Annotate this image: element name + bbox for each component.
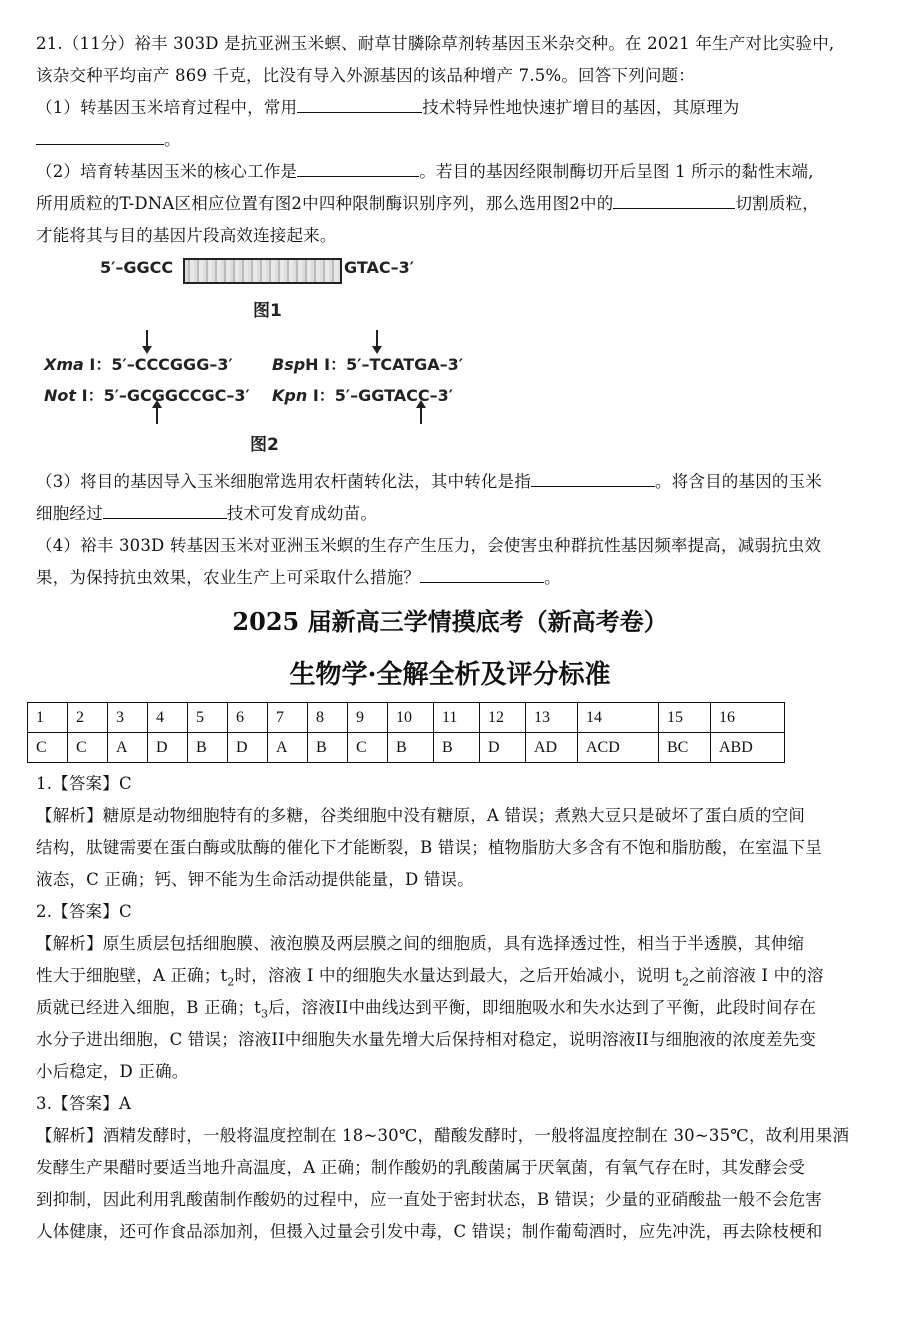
q4-end: 。	[544, 568, 561, 587]
table-cell-number: 7	[268, 703, 308, 733]
fig1-left-end: 5′–GGCC	[100, 258, 174, 277]
table-cell-number: 16	[711, 703, 785, 733]
q2-text-a: （2）培育转基因玉米的核心工作是	[36, 162, 298, 181]
answer-blank[interactable]	[297, 94, 422, 113]
q21-part3-line1	[36, 466, 872, 498]
answer-blank[interactable]	[297, 158, 419, 177]
q21-part1-line1	[36, 92, 872, 124]
q3-line2-b: 技术可发育成幼苗。	[226, 504, 378, 523]
answer-blank[interactable]	[103, 500, 227, 519]
q21-part4-line1: （4）裕丰 303D 转基因玉米对亚洲玉米螟的生存产生压力，会使害虫种群抗性基因频率提高，减弱抗虫效	[36, 536, 822, 555]
answer-1-heading: 1.【答案】C	[36, 774, 132, 793]
q1-end: 。	[164, 130, 181, 149]
text-fragment: 性大于细胞壁，A 正确；t	[36, 966, 228, 985]
answer-3-text: 到抑制，因此利用乳酸菌制作酸奶的过程中，应一直处于密封状态，B 错误；少量的亚硝酸盐一般不会危害	[36, 1190, 822, 1209]
enzyme-suffix: H	[305, 355, 319, 374]
q21-part4-line2	[36, 562, 872, 594]
enzyme-seq: ：5′–TCATGA–3′	[330, 355, 464, 374]
subscript: 2	[227, 975, 235, 989]
q1-text-b: 技术特异性地快速扩增目的基因，其原理为	[422, 98, 740, 117]
fig1-right-end: GTAC–3′	[344, 258, 414, 277]
table-cell-number: 13	[526, 703, 578, 733]
q3-text-b: 。将含目的基因的玉米	[655, 472, 822, 491]
table-cell-number: 14	[578, 703, 659, 733]
q3-text-a: （3）将目的基因导入玉米细胞常选用农杆菌转化法，其中转化是指	[36, 472, 531, 491]
enzyme-seq: ：5′–GCGGCCGC–3′	[87, 386, 250, 405]
table-cell-number: 15	[659, 703, 711, 733]
q21-part1-line2	[36, 124, 872, 156]
q21-stem-line1: 21.（11分）裕丰 303D 是抗亚洲玉米螟、耐草甘膦除草剂转基因玉米杂交种。在 2021 年生产对比实验中,	[36, 34, 835, 53]
table-cell-answer: AD	[526, 733, 578, 763]
table-cell-number: 11	[434, 703, 480, 733]
table-cell-answer: D	[480, 733, 526, 763]
table-cell-number: 2	[68, 703, 108, 733]
answer-blank[interactable]	[613, 190, 735, 209]
q4-line2-a: 果，为保持抗虫效果，农业生产上可采取什么措施？	[36, 568, 421, 587]
enzyme-seq: ：5′–CCCGGG–3′	[95, 355, 233, 374]
enzyme-roman: Ⅰ	[81, 386, 88, 405]
table-cell-answer: BC	[659, 733, 711, 763]
cut-arrow-up	[420, 406, 422, 424]
table-cell-number: 8	[308, 703, 348, 733]
answer-blank[interactable]	[36, 126, 164, 145]
cut-arrow-up	[156, 406, 158, 424]
table-cell-answer: C	[348, 733, 388, 763]
table-cell-answer: D	[228, 733, 268, 763]
answer-3-text: 人体健康，还可作食品添加剂，但摄入过量会引发中毒，C 错误；制作葡萄酒时，应先冲洗，再去除枝梗和	[36, 1222, 823, 1241]
enzyme-roman: Ⅰ	[89, 355, 96, 374]
answer-blank[interactable]	[531, 468, 655, 487]
enzyme-name: Xma	[44, 355, 84, 374]
table-cell-number: 1	[28, 703, 68, 733]
fig1-caption: 图1	[253, 301, 282, 321]
table-row-numbers	[28, 703, 785, 733]
table-cell-answer: ABD	[711, 733, 785, 763]
cut-arrow-down	[146, 330, 148, 348]
answer-3-text: 【解析】酒精发酵时，一般将温度控制在 18~30℃，醋酸发酵时，一般将温度控制在 30~35℃，故利用果酒	[36, 1126, 850, 1145]
page-subtitle: 生物学·全解全析及评分标准	[289, 660, 611, 690]
answer-table	[27, 702, 785, 763]
q3-line2-a: 细胞经过	[36, 504, 103, 523]
table-cell-answer: B	[434, 733, 480, 763]
answer-3-text: 发酵生产果醋时要适当地升高温度，A 正确；制作酸奶的乳酸菌属于厌氧菌，有氧气存在时，其发酵会受	[36, 1158, 806, 1177]
table-cell-number: 9	[348, 703, 388, 733]
enzyme-name: Kpn	[272, 386, 308, 405]
text-fragment: 质就已经进入细胞，B 正确；t	[36, 998, 262, 1017]
answer-2-text: 【解析】原生质层包括细胞膜、液泡膜及两层膜之间的细胞质，具有选择透过性，相当于半透膜，其伸缩	[36, 934, 805, 953]
q2-line2-a: 所用质粒的T-DNA区相应位置有图2中四种限制酶识别序列，那么选用图2中的	[36, 194, 614, 213]
q21-part2-line1	[36, 156, 872, 188]
enzyme-roman: Ⅰ	[312, 386, 319, 405]
enzyme-seq: ：5′–GGTACC–3′	[318, 386, 454, 405]
q2-text-b: 。若目的基因经限制酶切开后呈图 1 所示的黏性末端,	[419, 162, 814, 181]
table-cell-number: 10	[388, 703, 434, 733]
answer-2-text: 小后稳定，D 正确。	[36, 1062, 189, 1081]
q21-part3-line2	[36, 498, 872, 530]
table-cell-number: 12	[480, 703, 526, 733]
subscript: 3	[261, 1007, 269, 1021]
table-cell-answer: B	[188, 733, 228, 763]
table-row-answers	[28, 733, 785, 763]
page-title: 2025 届新高三学情摸底考（新高考卷）	[232, 607, 668, 636]
enzyme-xma	[44, 352, 233, 375]
enzyme-name: Bsp	[272, 355, 306, 374]
text-fragment: 后，溶液II中曲线达到平衡，即细胞吸水和失水达到了平衡，此段时间存在	[268, 998, 817, 1017]
answer-1-text: 【解析】糖原是动物细胞特有的多糖，谷类细胞中没有糖原，A 错误；煮熟大豆只是破坏了蛋白质的空间	[36, 806, 806, 825]
table-cell-number: 6	[228, 703, 268, 733]
table-cell-answer: C	[68, 733, 108, 763]
q1-text-a: （1）转基因玉米培育过程中，常用	[36, 98, 298, 117]
q21-part2-line3: 才能将其与目的基因片段高效连接起来。	[36, 226, 337, 245]
table-cell-number: 5	[188, 703, 228, 733]
enzyme-name: Not	[44, 386, 77, 405]
target-gene-box	[183, 258, 342, 284]
table-cell-answer: D	[148, 733, 188, 763]
table-cell-number: 4	[148, 703, 188, 733]
table-cell-answer: B	[308, 733, 348, 763]
enzyme-roman: Ⅰ	[324, 355, 331, 374]
table-cell-number: 3	[108, 703, 148, 733]
text-fragment: 时，溶液 I 中的细胞失水量达到最大，之后开始减小，说明 t	[234, 966, 682, 985]
answer-1-text: 结构，肽键需要在蛋白酶或肽酶的催化下才能断裂，B 错误；植物脂肪大多含有不饱和脂肪酸，在室温下呈	[36, 838, 822, 857]
table-cell-answer: ACD	[578, 733, 659, 763]
q21-stem-line2: 该杂交种平均亩产 869 千克，比没有导入外源基因的该品种增产 7.5%。回答下列问题：	[36, 66, 695, 85]
fig2-caption: 图2	[250, 435, 279, 455]
answer-2-heading: 2.【答案】C	[36, 902, 132, 921]
answer-2-text: 水分子进出细胞，C 错误；溶液II中细胞失水量先增大后保持相对稳定，说明溶液II与细胞液的浓度差先变	[36, 1030, 816, 1049]
table-cell-answer: B	[388, 733, 434, 763]
subscript: 2	[682, 975, 690, 989]
q21-part2-line2	[36, 188, 872, 220]
q2-line2-b: 切割质粒，	[735, 194, 819, 213]
table-cell-answer: A	[108, 733, 148, 763]
text-fragment: 之前溶液 I 中的溶	[689, 966, 824, 985]
answer-3-heading: 3.【答案】A	[36, 1094, 132, 1113]
cut-arrow-down	[376, 330, 378, 348]
enzyme-not	[44, 383, 250, 406]
table-cell-answer: C	[28, 733, 68, 763]
table-cell-answer: A	[268, 733, 308, 763]
enzyme-bsp	[272, 352, 463, 375]
answer-1-text: 液态，C 正确；钙、钾不能为生命活动提供能量，D 错误。	[36, 870, 474, 889]
answer-blank[interactable]	[420, 564, 544, 583]
